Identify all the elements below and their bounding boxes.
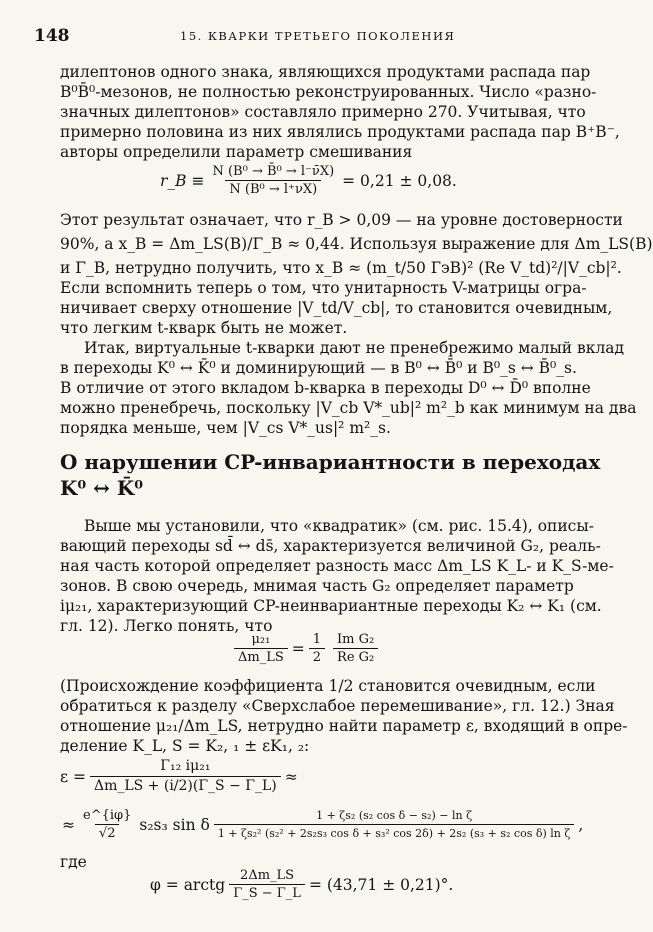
text-line: можно пренебречь, поскольку |V_cb V*_ub|² m²_b как минимум на два [60, 399, 637, 417]
eq-approx: ≈ [62, 815, 75, 834]
text-line: ная часть которой определяет разность масс Δm_LS K_L- и K_S-ме- [60, 557, 614, 575]
eq-numerator: 1 + ζs₂ (s₂ cos δ − s₂) − ln ζ [316, 809, 473, 822]
eq-lhs: r_B ≡ [160, 171, 205, 190]
text-line: Итак, виртуальные t-кварки дают не пренебрежимо малый вклад [84, 339, 625, 357]
eq-denominator: N (B⁰ → l⁺νX) [225, 180, 321, 197]
eq-denominator: Re G₂ [333, 648, 378, 665]
text-line: и Γ_B, нетрудно получить, что x_B ≈ (m_t/50 ГэВ)² (Re V_td)²/|V_cb|². [60, 259, 622, 277]
text-line: гл. 12). Легко понять, что [60, 617, 273, 635]
text-line: вающий переходы sd̄ ↔ ds̄, характеризуется величиной G₂, реаль- [60, 537, 601, 555]
text-line: Этот результат означает, что r_B > 0,09 — на уровне достоверности [60, 211, 623, 229]
eq-fraction [229, 868, 305, 901]
eq-numerator: e^{iφ} [83, 808, 132, 823]
text-line: обратиться к разделу «Сверхслабое перемешивание», гл. 12.) Зная [60, 697, 615, 715]
eq-fraction [90, 758, 281, 795]
eq-fraction [309, 632, 325, 665]
eq-denominator: Δm_LS + (i/2)(Γ_S − Γ_L) [90, 776, 281, 795]
eq-equals: = [291, 639, 305, 658]
eq-denominator: Γ_S − Γ_L [229, 884, 305, 901]
text-line: Выше мы установили, что «квадратик» (см. рис. 15.4), описы- [84, 517, 594, 535]
eq-rhs: = (43,71 ± 0,21)°. [308, 875, 454, 894]
eq-numerator: 1 [312, 632, 322, 647]
equation-phi [150, 868, 453, 901]
text-line: деление K_L, S = K₂, ₁ ± εK₁, ₂: [60, 737, 310, 755]
section-heading: K⁰ ↔ K̄⁰ [60, 476, 143, 500]
text-line: дилептонов одного знака, являющихся продуктами распада пар [60, 63, 591, 81]
equation-rB [160, 164, 457, 197]
text-line: ничивает сверху отношение |V_td/V_cb|, то становится очевидным, [60, 299, 613, 317]
text-line: авторы определили параметр смешивания [60, 143, 413, 161]
eq-fraction [234, 632, 288, 665]
eq-factor: s₂s₃ sin δ [139, 815, 210, 834]
text-line: B⁰B̄⁰-мезонов, не полностью реконструированных. Число «разно- [60, 83, 597, 101]
page-header [30, 26, 570, 48]
eq-denominator: Δm_LS [234, 648, 288, 665]
page-number: 148 [34, 26, 70, 46]
text-line: зонов. В свою очередь, мнимая часть G₂ определяет параметр [60, 577, 574, 595]
text-line: отношение μ₂₁/Δm_LS, нетрудно найти параметр ε, входящий в опре- [60, 717, 628, 735]
eq-numerator: μ₂₁ [251, 632, 271, 647]
eq-denominator: 2 [309, 648, 325, 665]
eq-fraction [333, 632, 378, 665]
eq-numerator: N (B⁰ → B̄⁰ → l⁻ν̄X) [212, 164, 335, 179]
eq-denominator: 1 + ζs₂² (s₂² + 2s₂s₃ cos δ + s₃² cos 2δ) + 2s₂ (s₃ + s₂ cos δ) ln ζ [214, 824, 575, 841]
text-line: В отличие от этого вкладом b-кварка в переходы D⁰ ↔ D̄⁰ вполне [60, 379, 591, 397]
running-head: 15. КВАРКИ ТРЕТЬЕГО ПОКОЛЕНИЯ [180, 29, 456, 43]
eq-rhs: ≈ [284, 767, 298, 786]
section-heading: О нарушении CP-инвариантности в переходах [60, 450, 601, 474]
eq-numerator: 2Δm_LS [240, 868, 295, 883]
text-line: порядка меньше, чем |V_cs V*_us|² m²_s. [60, 419, 391, 437]
text-line: значных дилептонов» составляло примерно 270. Учитывая, что [60, 103, 586, 121]
text-line: iμ₂₁, характеризующий CP-неинвариантные переходы K₂ ↔ K₁ (см. [60, 597, 602, 615]
eq-rhs: = 0,21 ± 0,08. [342, 171, 457, 190]
equation-mu [230, 632, 382, 665]
eq-numerator: Γ₁₂ iμ₂₁ [160, 758, 211, 774]
equation-epsilon-2 [62, 808, 583, 841]
text-line: что легким t-кварк быть не может. [60, 319, 348, 337]
eq-lhs: ε = [60, 767, 86, 786]
text-line: где [60, 853, 87, 871]
text-line: в переходы K⁰ ↔ K̄⁰ и доминирующий — в B⁰ ↔ B̄⁰ и B⁰_s ↔ B̄⁰_s. [60, 359, 577, 377]
eq-denominator: √2 [95, 824, 120, 841]
equation-epsilon-1 [60, 758, 298, 795]
text-line: 90%, а x_B = Δm_LS(B)/Γ_B ≈ 0,44. Используя выражение для Δm_LS(B) [60, 235, 653, 253]
text-line: примерно половина из них являлись продуктами распада пар B⁺B⁻, [60, 123, 620, 141]
eq-fraction [208, 164, 338, 197]
eq-fraction [214, 808, 575, 841]
eq-fraction [79, 808, 135, 841]
text-line: Если вспомнить теперь о том, что унитарность V-матрицы огра- [60, 279, 587, 297]
eq-comma: , [578, 815, 584, 834]
eq-lhs: φ = arctg [150, 875, 226, 894]
text-line: (Происхождение коэффициента 1/2 становится очевидным, если [60, 677, 596, 695]
eq-numerator: Im G₂ [337, 632, 375, 647]
